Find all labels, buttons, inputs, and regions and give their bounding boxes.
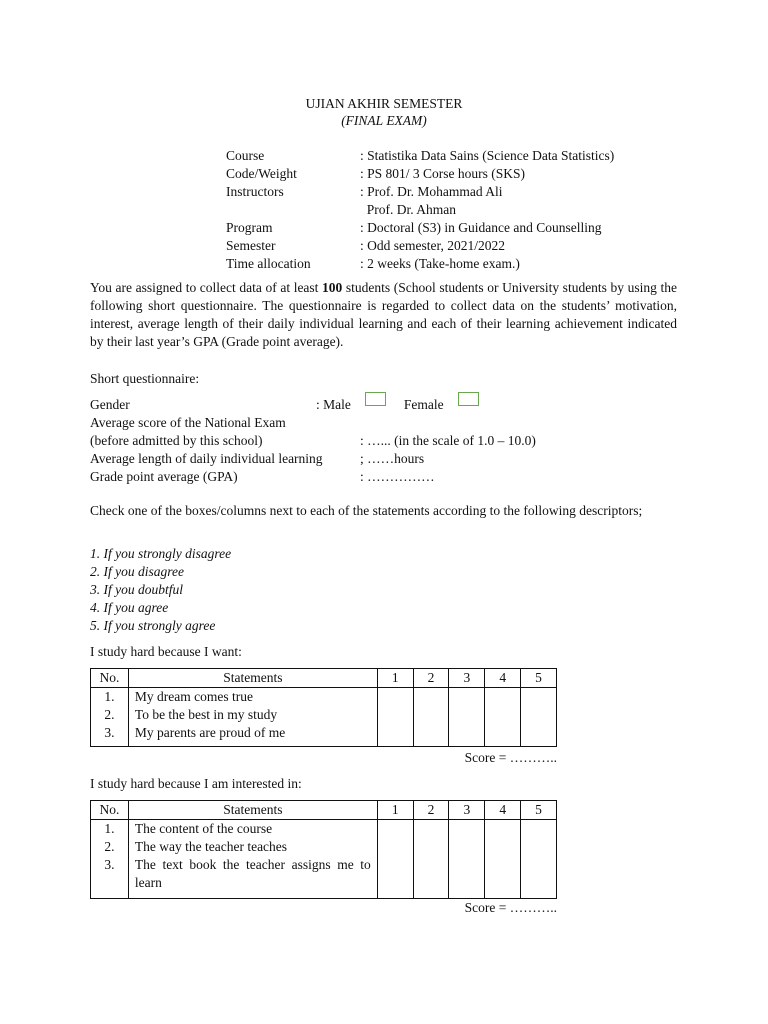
info-row-program — [226, 219, 614, 237]
descriptor-item: 3. If you doubtful — [90, 582, 183, 597]
row-statements — [128, 820, 377, 899]
section2-table — [90, 800, 557, 899]
female-checkbox[interactable] — [458, 392, 479, 406]
header-statements: Statements — [128, 669, 377, 688]
male-checkbox[interactable] — [365, 392, 386, 406]
info-row-semester — [226, 237, 614, 255]
header-col-3: 3 — [449, 801, 485, 820]
header-no: No. — [91, 669, 129, 688]
exam-subtitle: (FINAL EXAM) — [341, 113, 427, 128]
info-value: : 2 weeks (Take-home exam.) — [360, 256, 520, 271]
gpa-label: Grade point average (GPA) — [90, 469, 238, 484]
info-row-instructor-2 — [226, 201, 614, 219]
section2-score: Score = ……….. — [464, 900, 557, 915]
row-number: 2. — [104, 707, 115, 722]
table-row — [91, 688, 557, 747]
descriptor-item: 4. If you agree — [90, 600, 169, 615]
header-col-5: 5 — [521, 801, 557, 820]
header-col-1: 1 — [377, 801, 413, 820]
info-label: Code/Weight — [226, 166, 297, 181]
section2-heading: I study hard because I am interested in: — [90, 776, 302, 791]
row-numbers — [91, 820, 129, 899]
statement-text: The content of the course — [134, 821, 273, 836]
info-value: : Doctoral (S3) in Guidance and Counselling — [360, 220, 602, 235]
info-row-course — [226, 147, 614, 165]
section1-table — [90, 668, 557, 747]
gpa-row — [90, 468, 690, 486]
info-label: Course — [226, 148, 265, 163]
info-label: Semester — [226, 238, 276, 253]
row-number: 2. — [104, 839, 115, 854]
info-row-instructors — [226, 183, 614, 201]
learning-length-label: Average length of daily individual learning — [90, 451, 323, 466]
info-value: : Prof. Dr. Mohammad Ali — [360, 184, 503, 199]
row-numbers — [91, 688, 129, 747]
learning-length-row — [90, 450, 690, 468]
descriptor-list — [90, 545, 231, 635]
national-exam-label: Average score of the National Exam — [90, 415, 286, 430]
descriptor-item: 5. If you strongly agree — [90, 618, 216, 633]
answer-col-2[interactable] — [413, 688, 449, 747]
table-header-row — [91, 669, 557, 688]
section1-score: Score = ……….. — [464, 750, 557, 765]
statement-text: The way the teacher teaches — [134, 839, 288, 854]
intro-bold-number: 100 — [322, 280, 343, 295]
info-label: Time allocation — [226, 256, 311, 271]
course-info — [226, 147, 614, 273]
national-exam-sublabel: (before admitted by this school) — [90, 433, 263, 448]
row-statements — [128, 688, 377, 747]
info-row-time — [226, 255, 614, 273]
info-value: : Statistika Data Sains (Science Data Statistics) — [360, 148, 615, 163]
section1-heading: I study hard because I want: — [90, 644, 242, 659]
intro-text-end: students (School students or University students by using the following short questionnaire. The questionnaire is regarded to collect data on the students’ motivation, interest, average length of their daily individual learning and each of their learning achievement indicated by their last year’s GPA (Grade point average). — [90, 280, 678, 349]
table-header-row — [91, 801, 557, 820]
national-exam-value: : …... (in the scale of 1.0 – 10.0) — [360, 433, 536, 448]
questionnaire-fields — [90, 396, 690, 486]
header-col-2: 2 — [413, 669, 449, 688]
questionnaire-heading: Short questionnaire: — [90, 371, 200, 386]
male-label: : Male — [316, 397, 351, 412]
gender-label: Gender — [90, 397, 130, 412]
national-exam-row-1 — [90, 414, 690, 432]
exam-title: UJIAN AKHIR SEMESTER — [305, 96, 463, 111]
answer-col-5[interactable] — [521, 820, 557, 899]
statement-text: To be the best in my study — [134, 707, 278, 722]
statement-text: My dream comes true — [134, 689, 253, 704]
header-col-1: 1 — [377, 669, 413, 688]
info-value: Prof. Dr. Ahman — [360, 202, 456, 217]
header-no: No. — [91, 801, 129, 820]
answer-col-2[interactable] — [413, 820, 449, 899]
row-number: 3. — [104, 857, 115, 872]
table-row — [91, 820, 557, 899]
answer-col-4[interactable] — [485, 688, 521, 747]
header-col-5: 5 — [521, 669, 557, 688]
header-col-4: 4 — [485, 801, 521, 820]
info-value: : PS 801/ 3 Corse hours (SKS) — [360, 166, 526, 181]
row-number: 1. — [104, 821, 115, 836]
national-exam-row-2 — [90, 432, 690, 450]
header-col-2: 2 — [413, 801, 449, 820]
row-number: 1. — [104, 689, 115, 704]
header-statements: Statements — [128, 801, 377, 820]
info-value: : Odd semester, 2021/2022 — [360, 238, 505, 253]
info-label: Program — [226, 220, 273, 235]
header-col-4: 4 — [485, 669, 521, 688]
answer-col-5[interactable] — [521, 688, 557, 747]
female-label: Female — [403, 397, 444, 412]
answer-col-3[interactable] — [449, 688, 485, 747]
statement-text: My parents are proud of me — [134, 725, 286, 740]
gender-row — [90, 396, 690, 414]
learning-length-value: ; ……hours — [360, 451, 425, 466]
check-instructions: Check one of the boxes/columns next to each of the statements according to the following descriptors; — [90, 503, 643, 518]
gpa-value: : …………… — [360, 469, 435, 484]
answer-col-4[interactable] — [485, 820, 521, 899]
descriptor-item: 1. If you strongly disagree — [90, 546, 232, 561]
statement-text: The text book the teacher assigns me to learn — [134, 857, 371, 890]
intro-paragraph — [90, 279, 677, 351]
row-number: 3. — [104, 725, 115, 740]
info-row-code — [226, 165, 614, 183]
answer-col-1[interactable] — [377, 820, 413, 899]
answer-col-3[interactable] — [449, 820, 485, 899]
answer-col-1[interactable] — [377, 688, 413, 747]
intro-text-start: You are assigned to collect data of at least — [90, 280, 323, 295]
header-col-3: 3 — [449, 669, 485, 688]
info-label: Instructors — [226, 184, 284, 199]
descriptor-item: 2. If you disagree — [90, 564, 184, 579]
info-label — [226, 201, 360, 219]
